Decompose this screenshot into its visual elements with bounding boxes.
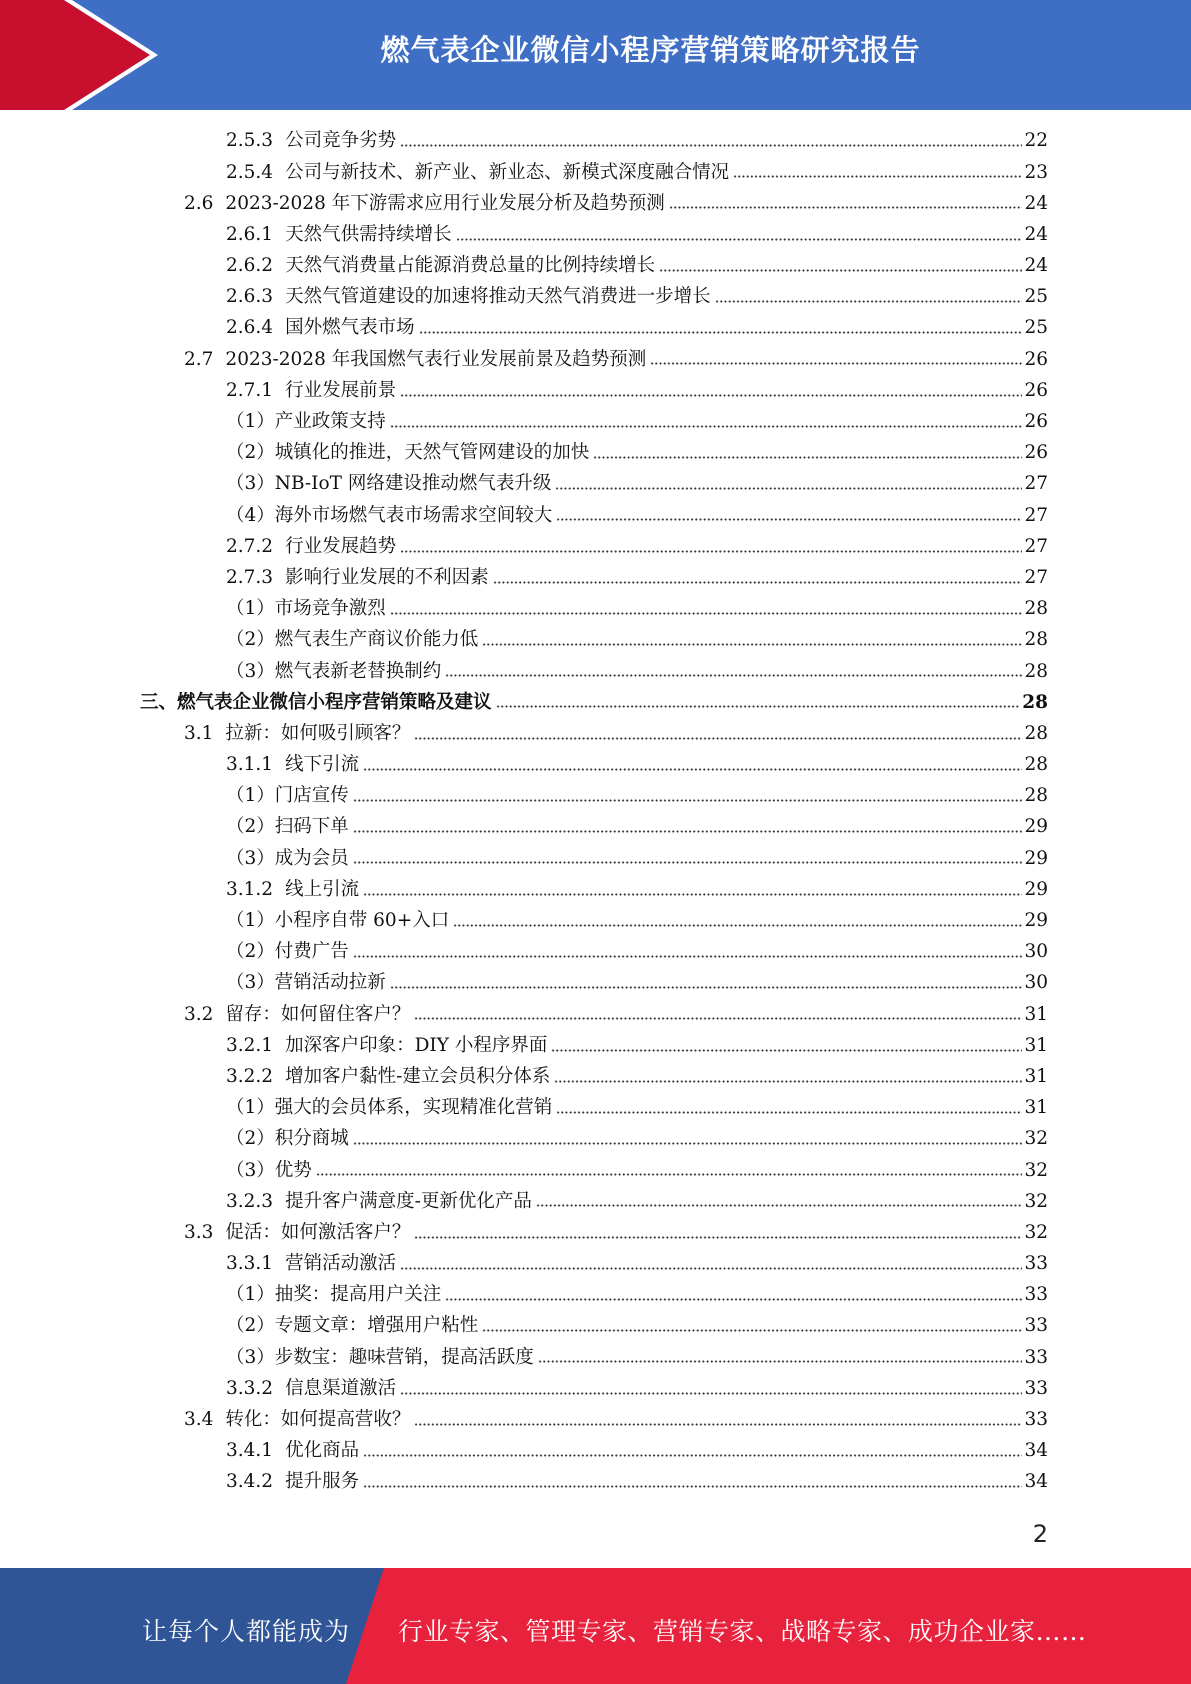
toc-dot-leader — [445, 674, 1022, 677]
toc-dot-leader — [414, 1236, 1022, 1239]
toc-entry-page: 32 — [1024, 1190, 1048, 1212]
toc-entry[interactable] — [140, 126, 1048, 157]
toc-entry[interactable] — [140, 1249, 1048, 1280]
toc-entry-title: 行业发展趋势 — [285, 535, 397, 557]
toc-entry-title: （3）成为会员 — [226, 847, 349, 869]
toc-dot-leader — [419, 331, 1023, 334]
toc-entry-number: 3.4 — [184, 1409, 214, 1431]
toc-entry-page: 26 — [1024, 442, 1048, 464]
toc-entry-number: 2.7 — [184, 348, 214, 370]
toc-entry-number: 3.4.2 — [226, 1471, 274, 1493]
toc-entry-page: 27 — [1024, 535, 1048, 557]
toc-entry[interactable] — [140, 687, 1048, 718]
toc-entry-page: 26 — [1024, 379, 1048, 401]
toc-entry-page: 28 — [1022, 691, 1048, 713]
toc-dot-leader — [400, 1267, 1022, 1270]
toc-entry-page: 33 — [1024, 1253, 1048, 1275]
toc-dot-leader — [715, 300, 1023, 303]
toc-entry-title: 三、燃气表企业微信小程序营销策略及建议 — [140, 691, 492, 713]
toc-dot-leader — [493, 581, 1023, 584]
toc-entry-title: 线下引流 — [285, 754, 360, 776]
toc-entry-title: 公司竞争劣势 — [285, 130, 397, 152]
toc-entry-page: 33 — [1024, 1284, 1048, 1306]
toc-entry-title: 留存：如何留住客户？ — [225, 1003, 411, 1025]
toc-entry-page: 24 — [1024, 223, 1048, 245]
toc-dot-leader — [482, 1329, 1022, 1332]
toc-entry[interactable] — [140, 906, 1048, 937]
toc-dot-leader — [650, 362, 1022, 365]
page-number: 2 — [1032, 1520, 1048, 1548]
toc-dot-leader — [400, 144, 1022, 147]
toc-entry-page: 30 — [1024, 941, 1048, 963]
toc-entry-page: 27 — [1024, 504, 1048, 526]
toc-entry-page: 28 — [1024, 785, 1048, 807]
toc-entry[interactable] — [140, 875, 1048, 906]
toc-dot-leader — [353, 1142, 1023, 1145]
toc-entry[interactable] — [140, 750, 1048, 781]
toc-entry-title: 天然气管道建设的加速将推动天然气消费进一步增长 — [285, 286, 711, 308]
toc-entry[interactable] — [140, 1436, 1048, 1467]
toc-entry-title: （2）专题文章：增强用户粘性 — [226, 1315, 479, 1337]
toc-dot-leader — [390, 425, 1023, 428]
toc-entry-page: 33 — [1024, 1346, 1048, 1368]
toc-entry-title: （3）营销活动拉新 — [226, 972, 386, 994]
toc-entry-number: 3.2.3 — [226, 1190, 274, 1212]
table-of-contents — [140, 126, 1048, 1498]
toc-entry-page: 28 — [1024, 722, 1048, 744]
toc-entry[interactable] — [140, 1405, 1048, 1436]
toc-dot-leader — [400, 550, 1022, 553]
toc-entry-page: 31 — [1024, 1003, 1048, 1025]
toc-entry-title: 促活：如何激活客户？ — [225, 1221, 411, 1243]
toc-entry[interactable] — [140, 1467, 1048, 1498]
toc-entry-number: 3.4.1 — [226, 1440, 274, 1462]
footer-slogan-right: 行业专家、管理专家、营销专家、战略专家、成功企业家…… — [398, 1617, 1087, 1646]
toc-entry[interactable] — [140, 563, 1048, 594]
toc-entry-title: 天然气供需持续增长 — [285, 223, 452, 245]
toc-entry[interactable] — [140, 438, 1048, 469]
toc-entry-title: 增加客户黏性-建立会员积分体系 — [285, 1065, 551, 1087]
toc-entry-number: 2.6.1 — [226, 223, 274, 245]
page-footer — [0, 1568, 1191, 1684]
toc-entry-title: （1）门店宣传 — [226, 785, 349, 807]
toc-entry[interactable] — [140, 1093, 1048, 1124]
toc-entry-title: 国外燃气表市场 — [285, 317, 415, 339]
toc-entry[interactable] — [140, 1124, 1048, 1155]
toc-entry-page: 28 — [1024, 629, 1048, 651]
toc-entry-title: （1）抽奖：提高用户关注 — [226, 1284, 442, 1306]
toc-dot-leader — [669, 206, 1023, 209]
toc-entry-page: 22 — [1024, 130, 1048, 152]
toc-dot-leader — [400, 394, 1022, 397]
toc-dot-leader — [456, 238, 1023, 241]
toc-entry-number: 2.5.3 — [226, 130, 274, 152]
toc-entry-title: （3）燃气表新老替换制约 — [226, 660, 442, 682]
toc-entry-title: （1）市场竞争激烈 — [226, 598, 386, 620]
toc-entry-page: 31 — [1024, 1097, 1048, 1119]
toc-entry[interactable] — [140, 500, 1048, 531]
toc-entry[interactable] — [140, 469, 1048, 500]
toc-entry[interactable] — [140, 531, 1048, 562]
toc-entry-title: （3）优势 — [226, 1159, 312, 1181]
toc-entry-page: 24 — [1024, 255, 1048, 277]
toc-entry-number: 3.3.1 — [226, 1253, 274, 1275]
toc-entry[interactable] — [140, 812, 1048, 843]
toc-dot-leader — [390, 612, 1023, 615]
toc-entry-page: 29 — [1024, 878, 1048, 900]
toc-dot-leader — [733, 175, 1022, 178]
toc-entry[interactable] — [140, 1030, 1048, 1061]
toc-entry-page: 28 — [1024, 754, 1048, 776]
toc-entry[interactable] — [140, 220, 1048, 251]
toc-entry-page: 30 — [1024, 972, 1048, 994]
toc-entry-title: 行业发展前景 — [285, 379, 397, 401]
toc-entry-page: 29 — [1024, 816, 1048, 838]
toc-entry-title: （4）海外市场燃气表市场需求空间较大 — [226, 504, 553, 526]
toc-dot-leader — [593, 456, 1022, 459]
toc-entry[interactable] — [140, 344, 1048, 375]
toc-entry[interactable] — [140, 968, 1048, 999]
toc-entry[interactable] — [140, 1218, 1048, 1249]
toc-dot-leader — [414, 737, 1022, 740]
toc-entry[interactable] — [140, 656, 1048, 687]
toc-entry-page: 29 — [1024, 847, 1048, 869]
toc-dot-leader — [390, 986, 1023, 989]
toc-dot-leader — [536, 1204, 1023, 1207]
footer-slogan-left: 让每个人都能成为 — [142, 1617, 351, 1646]
toc-entry-page: 28 — [1024, 660, 1048, 682]
toc-entry-title: （3）步数宝：趣味营销，提高活跃度 — [226, 1346, 534, 1368]
toc-entry-page: 28 — [1024, 598, 1048, 620]
toc-dot-leader — [551, 1049, 1022, 1052]
toc-entry[interactable] — [140, 1280, 1048, 1311]
toc-entry[interactable] — [140, 1186, 1048, 1217]
toc-dot-leader — [453, 924, 1022, 927]
toc-entry-number: 2.7.2 — [226, 535, 274, 557]
toc-entry-title: 加深客户印象：DIY 小程序界面 — [285, 1034, 548, 1056]
toc-dot-leader — [400, 1392, 1022, 1395]
toc-entry-title: （3）NB-IoT 网络建设推动燃气表升级 — [226, 473, 552, 495]
toc-dot-leader — [482, 643, 1022, 646]
toc-entry[interactable] — [140, 625, 1048, 656]
toc-entry-page: 26 — [1024, 348, 1048, 370]
toc-entry[interactable] — [140, 1062, 1048, 1093]
toc-entry[interactable] — [140, 376, 1048, 407]
toc-entry-number: 3.3.2 — [226, 1377, 274, 1399]
toc-entry-title: 优化商品 — [285, 1440, 360, 1462]
toc-dot-leader — [363, 1454, 1022, 1457]
toc-entry-page: 34 — [1024, 1471, 1048, 1493]
toc-entry-page: 25 — [1024, 286, 1048, 308]
page-header — [0, 0, 1191, 110]
toc-dot-leader — [363, 768, 1022, 771]
toc-entry-page: 33 — [1024, 1315, 1048, 1337]
toc-entry-page: 25 — [1024, 317, 1048, 339]
toc-entry-page: 29 — [1024, 910, 1048, 932]
toc-dot-leader — [316, 1173, 1023, 1176]
toc-dot-leader — [353, 799, 1023, 802]
toc-dot-leader — [353, 955, 1023, 958]
toc-entry[interactable] — [140, 843, 1048, 874]
toc-entry-number: 3.1 — [184, 722, 214, 744]
toc-dot-leader — [556, 518, 1022, 521]
toc-entry[interactable] — [140, 937, 1048, 968]
toc-entry-title: （2）积分商城 — [226, 1128, 349, 1150]
toc-entry-page: 23 — [1024, 161, 1048, 183]
toc-entry-title: 信息渠道激活 — [285, 1377, 397, 1399]
toc-entry-title: 影响行业发展的不利因素 — [285, 566, 489, 588]
toc-entry[interactable] — [140, 781, 1048, 812]
toc-entry-title: 公司与新技术、新产业、新业态、新模式深度融合情况 — [285, 161, 730, 183]
toc-entry-number: 3.2.1 — [226, 1034, 274, 1056]
toc-dot-leader — [363, 893, 1022, 896]
toc-entry-title: 提升服务 — [285, 1471, 360, 1493]
toc-entry[interactable] — [140, 719, 1048, 750]
toc-entry-number: 2.7.3 — [226, 566, 274, 588]
toc-dot-leader — [555, 487, 1022, 490]
toc-entry[interactable] — [140, 594, 1048, 625]
toc-dot-leader — [556, 1111, 1022, 1114]
toc-entry-title: （1）强大的会员体系，实现精准化营销 — [226, 1097, 553, 1119]
toc-entry[interactable] — [140, 999, 1048, 1030]
toc-entry-title: 转化：如何提高营收？ — [225, 1409, 411, 1431]
toc-entry-title: 拉新：如何吸引顾客？ — [225, 722, 411, 744]
toc-dot-leader — [363, 1485, 1022, 1488]
toc-entry[interactable] — [140, 1374, 1048, 1405]
toc-entry-title: 2023-2028 年我国燃气表行业发展前景及趋势预测 — [225, 348, 647, 370]
toc-entry-page: 26 — [1024, 411, 1048, 433]
toc-entry-page: 27 — [1024, 473, 1048, 495]
toc-entry-number: 3.1.1 — [226, 754, 274, 776]
toc-entry-title: 营销活动激活 — [285, 1253, 397, 1275]
toc-entry[interactable] — [140, 282, 1048, 313]
toc-entry-title: 天然气消费量占能源消费总量的比例持续增长 — [285, 255, 656, 277]
toc-entry-page: 31 — [1024, 1034, 1048, 1056]
toc-entry-number: 2.6 — [184, 192, 214, 214]
toc-entry-title: （2）扫码下单 — [226, 816, 349, 838]
toc-entry-number: 2.6.4 — [226, 317, 274, 339]
toc-entry-number: 2.5.4 — [226, 161, 274, 183]
toc-entry-page: 32 — [1024, 1159, 1048, 1181]
toc-entry[interactable] — [140, 407, 1048, 438]
toc-entry-page: 27 — [1024, 566, 1048, 588]
toc-entry-page: 24 — [1024, 192, 1048, 214]
toc-dot-leader — [659, 269, 1022, 272]
toc-entry-title: 线上引流 — [285, 878, 360, 900]
toc-entry-title: （1）产业政策支持 — [226, 411, 386, 433]
toc-entry-page: 34 — [1024, 1440, 1048, 1462]
report-title: 燃气表企业微信小程序营销策略研究报告 — [380, 33, 921, 67]
toc-entry-title: 提升客户满意度-更新优化产品 — [285, 1190, 532, 1212]
toc-entry-number: 3.3 — [184, 1221, 214, 1243]
toc-entry[interactable] — [140, 157, 1048, 188]
toc-entry-number: 2.6.2 — [226, 255, 274, 277]
toc-entry-page: 31 — [1024, 1065, 1048, 1087]
toc-entry-title: （2）城镇化的推进，天然气管网建设的加快 — [226, 442, 590, 464]
toc-entry-title: （2）付费广告 — [226, 941, 349, 963]
toc-dot-leader — [353, 830, 1023, 833]
toc-entry-number: 3.1.2 — [226, 878, 274, 900]
toc-entry-number: 3.2 — [184, 1003, 214, 1025]
toc-entry-page: 32 — [1024, 1221, 1048, 1243]
toc-dot-leader — [445, 1298, 1022, 1301]
toc-dot-leader — [496, 705, 1021, 708]
toc-entry-page: 33 — [1024, 1377, 1048, 1399]
toc-entry-number: 2.7.1 — [226, 379, 274, 401]
toc-dot-leader — [414, 1017, 1022, 1020]
toc-dot-leader — [414, 1423, 1022, 1426]
toc-dot-leader — [554, 1080, 1022, 1083]
toc-dot-leader — [538, 1360, 1023, 1363]
toc-entry-page: 33 — [1024, 1409, 1048, 1431]
toc-entry-number: 2.6.3 — [226, 286, 274, 308]
toc-entry[interactable] — [140, 251, 1048, 282]
toc-entry-title: （2）燃气表生产商议价能力低 — [226, 629, 479, 651]
toc-entry-number: 3.2.2 — [226, 1065, 274, 1087]
toc-entry[interactable] — [140, 313, 1048, 344]
toc-entry[interactable] — [140, 1311, 1048, 1342]
toc-entry-page: 32 — [1024, 1128, 1048, 1150]
toc-entry[interactable] — [140, 1342, 1048, 1373]
toc-entry[interactable] — [140, 188, 1048, 219]
toc-entry-title: （1）小程序自带 60+入口 — [226, 910, 450, 932]
toc-entry-title: 2023-2028 年下游需求应用行业发展分析及趋势预测 — [225, 192, 665, 214]
toc-entry[interactable] — [140, 1155, 1048, 1186]
toc-dot-leader — [353, 861, 1023, 864]
